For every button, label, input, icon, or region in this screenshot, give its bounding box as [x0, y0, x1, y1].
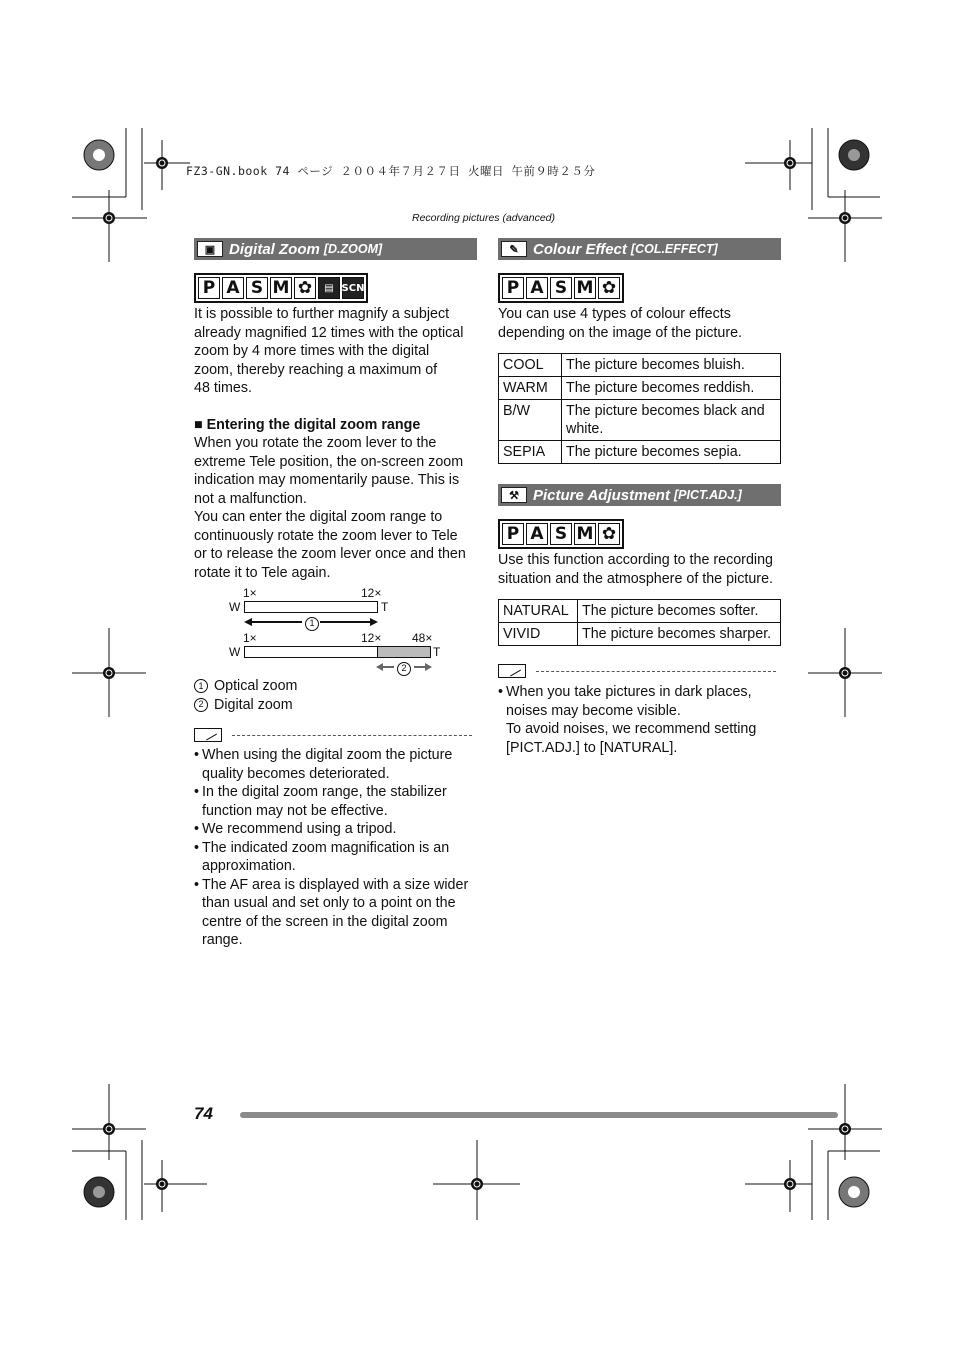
picture-adjustment-note-header	[498, 664, 781, 678]
list-item: • The indicated zoom magnification is an approximation.	[194, 839, 484, 876]
list-item: • In the digital zoom range, the stabilizer function may not be effective.	[194, 783, 484, 820]
diagram-w-1: W	[229, 600, 241, 614]
digital-range-bar	[377, 646, 431, 658]
wrench-icon: ⚒	[501, 487, 527, 503]
digital-zoom-header	[194, 238, 477, 260]
macro-icon: ✿	[598, 523, 620, 545]
colour-effect-table	[498, 353, 781, 464]
diagram-t-2: T	[433, 645, 441, 659]
picture-adjustment-subtitle: [PICT.ADJ.]	[673, 488, 742, 502]
digital-zoom-notes	[194, 746, 484, 950]
table-row: COOL The picture becomes bluish.	[499, 354, 781, 377]
colour-effect-intro: You can use 4 types of colour effects depending on the image of the picture.	[498, 306, 743, 341]
picture-adjustment-notes	[498, 683, 788, 757]
list-item: • When you take pictures in dark places, noises may become visible. To avoid noises, we recommend setting [PICT.ADJ.] to [NATURAL].	[498, 683, 788, 757]
table-row: WARM The picture becomes reddish.	[499, 377, 781, 400]
table-row: SEPIA The picture becomes sepia.	[499, 441, 781, 464]
mode-a: A	[526, 277, 548, 299]
table-row: VIVID The picture becomes sharper.	[499, 623, 781, 646]
diagram-top-right: 12×	[361, 586, 382, 600]
motion-picture-icon: ▤	[318, 277, 340, 299]
note-icon	[194, 728, 222, 742]
mode-p: P	[502, 277, 524, 299]
diagram-bottom-mid: 12×	[361, 631, 382, 645]
picture-adjustment-header	[498, 484, 781, 506]
page-rule	[240, 1112, 838, 1118]
list-item: • When using the digital zoom the picture quality becomes deteriorated.	[194, 746, 484, 783]
colour-effect-icon: ✎	[501, 241, 527, 257]
mode-s: S	[550, 523, 572, 545]
mode-s: S	[550, 277, 572, 299]
digital-zoom-title: Digital Zoom	[229, 240, 320, 258]
colour-effect-modes	[498, 273, 624, 303]
digital-zoom-subtitle: [D.ZOOM]	[323, 242, 383, 256]
picture-adjustment-modes	[498, 519, 624, 549]
marker-1: 1	[305, 617, 319, 631]
picture-adjustment-intro: Use this function according to the recording situation and the atmosphere of the picture.	[498, 552, 773, 587]
range-text: When you rotate the zoom lever to the extreme Tele position, the on-screen zoom indication may momentarily pause. This is not a malfunction. You can enter the digital zoom range to continuously rotate the zoom lever to Tele or to release the zoom lever once and then rotate it to Tele again.	[194, 435, 466, 581]
colour-effect-header	[498, 238, 781, 260]
page-number: 74	[194, 1104, 213, 1123]
diagram-bottom-left: 1×	[243, 631, 257, 645]
legend-item: 2 Digital zoom	[194, 696, 479, 715]
optical-range-bar	[244, 601, 378, 613]
digital-zoom-modes	[194, 273, 368, 303]
macro-icon: ✿	[598, 277, 620, 299]
colour-effect-subtitle: [COL.EFFECT]	[630, 242, 718, 256]
note-icon	[498, 664, 526, 678]
list-item: • We recommend using a tripod.	[194, 820, 484, 839]
mode-m: M	[270, 277, 292, 299]
digital-zoom-note-header	[194, 728, 477, 742]
mode-a: A	[526, 523, 548, 545]
mode-a: A	[222, 277, 244, 299]
square-bullet-icon: ■	[194, 417, 207, 433]
table-row: B/W The picture becomes black and white.	[499, 400, 781, 441]
mode-m: M	[574, 277, 596, 299]
range-heading: ■ Entering the digital zoom range	[194, 417, 421, 433]
digital-zoom-intro: It is possible to further magnify a subject already magnified 12 times with the optical zoom by 4 more times with the digital zoom, thereby reaching a maximum of 48 times.	[194, 306, 464, 396]
mode-p: P	[502, 523, 524, 545]
table-row: NATURAL The picture becomes softer.	[499, 600, 781, 623]
macro-icon: ✿	[294, 277, 316, 299]
mode-s: S	[246, 277, 268, 299]
legend-item: 1 Optical zoom	[194, 677, 479, 696]
marker-2: 2	[397, 662, 411, 676]
picture-adjustment-title: Picture Adjustment	[533, 486, 670, 504]
mode-p: P	[198, 277, 220, 299]
optical-range-bar-2	[244, 646, 378, 658]
mode-scn: SCN	[342, 277, 364, 299]
picture-adjustment-table	[498, 599, 781, 646]
digital-zoom-icon: ▣	[197, 241, 223, 257]
list-item: • The AF area is displayed with a size wider than usual and set only to a point on the centre of the screen in the digital zoom range.	[194, 876, 484, 950]
running-title: Recording pictures (advanced)	[412, 212, 555, 224]
diagram-t-1: T	[381, 600, 389, 614]
diagram-top-left: 1×	[243, 586, 257, 600]
file-header: FZ3-GN.book 74 ページ ２００４年７月２７日 火曜日 午前９時２５分	[186, 164, 596, 178]
colour-effect-title: Colour Effect	[533, 240, 627, 258]
mode-m: M	[574, 523, 596, 545]
diagram-legend	[194, 677, 479, 714]
diagram-w-2: W	[229, 645, 241, 659]
diagram-bottom-right: 48×	[412, 631, 433, 645]
